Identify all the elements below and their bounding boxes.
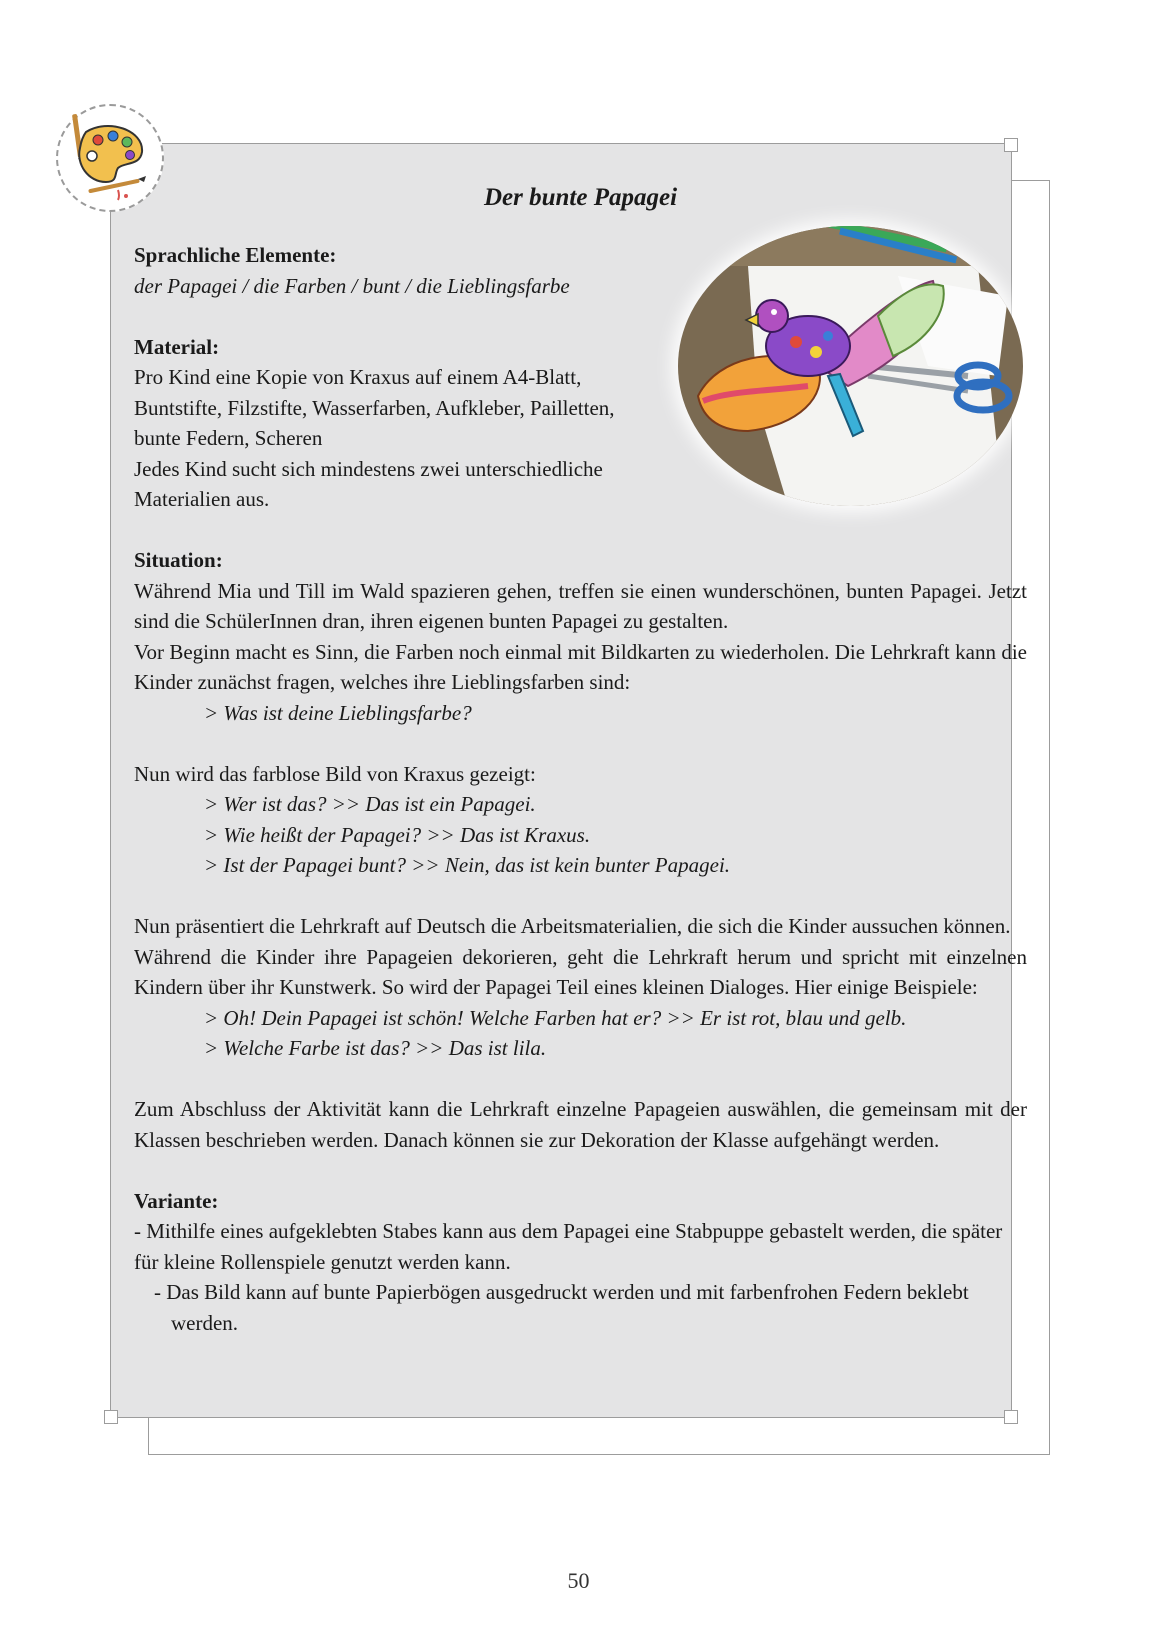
- dialog-example: > Welche Farbe ist das? >> Das ist lila.: [204, 1036, 547, 1060]
- variante-item: - Das Bild kann auf bunte Papierbögen ausgedruckt werden und mit farbenfrohen Federn beklebt werden.: [154, 1280, 969, 1335]
- section-heading-material: Material:: [134, 334, 220, 359]
- frame-corner: [1004, 1410, 1018, 1424]
- situation-paragraph: Nun wird das farblose Bild von Kraxus gezeigt:: [134, 761, 536, 786]
- paint-palette-icon: [56, 104, 164, 212]
- dialog-example: > Oh! Dein Papagei ist schön! Welche Farben hat er? >> Er ist rot, blau und gelb.: [204, 1005, 907, 1030]
- situation-paragraph: Während die Kinder ihre Papageien dekorieren, geht die Lehrkraft herum und spricht mit einzelnen Kindern über ihr Kunstwerk. So wird der Papagei Teil eines kleinen Dialoges. Hier einige Beispiele:: [134, 944, 1027, 999]
- variante-item: - Mithilfe eines aufgeklebten Stabes kann aus dem Papagei eine Stabpuppe gebastelt werden, die später für kleine Rollenspiele genutzt werden kann.: [134, 1219, 1003, 1274]
- situation-paragraph: Zum Abschluss der Aktivität kann die Lehrkraft einzelne Papageien auswählen, die gemeinsam mit der Klassen beschrieben werden. Danach können sie zur Dekoration der Klasse aufgehängt werden.: [134, 1097, 1027, 1152]
- frame-corner: [104, 1410, 118, 1424]
- material-line: bunte Federn, Scheren: [134, 426, 323, 450]
- situation-paragraph: Während Mia und Till im Wald spazieren gehen, treffen sie einen wunderschönen, bunten Papagei. Jetzt sind die SchülerInnen dran, ihren eigenen bunten Papagei zu gestalten.: [134, 578, 1027, 633]
- material-line: Buntstifte, Filzstifte, Wasserfarben, Aufkleber, Pailletten,: [134, 395, 615, 420]
- material-line: Pro Kind eine Kopie von Kraxus auf einem A4-Blatt,: [134, 365, 582, 389]
- section-heading-situation: Situation:: [134, 548, 223, 572]
- parrot-craft-photo: [678, 226, 1023, 506]
- dialog-example: > Was ist deine Lieblingsfarbe?: [204, 700, 472, 725]
- situation-paragraph: Nun präsentiert die Lehrkraft auf Deutsch die Arbeitsmaterialien, die sich die Kinder aussuchen können.: [134, 914, 1011, 938]
- material-line: Materialien aus.: [134, 487, 270, 511]
- sprachliche-elemente-text: der Papagei / die Farben / bunt / die Lieblingsfarbe: [134, 273, 570, 298]
- section-heading-sprachliche: Sprachliche Elemente:: [134, 243, 337, 267]
- material-line: Jedes Kind sucht sich mindestens zwei unterschiedliche: [134, 456, 603, 481]
- section-heading-variante: Variante:: [134, 1188, 219, 1213]
- dialog-example: > Wer ist das? >> Das ist ein Papagei.: [204, 792, 536, 816]
- dialog-example: > Wie heißt der Papagei? >> Das ist Kraxus.: [204, 822, 591, 847]
- page-title: Der bunte Papagei: [483, 184, 678, 211]
- dialog-example: > Ist der Papagei bunt? >> Nein, das ist kein bunter Papagei.: [204, 853, 731, 877]
- situation-paragraph: Vor Beginn macht es Sinn, die Farben noch einmal mit Bildkarten zu wiederholen. Die Lehrkraft kann die Kinder zunächst fragen, welches ihre Lieblingsfarben sind:: [134, 639, 1027, 694]
- page-number: 50: [567, 1568, 590, 1593]
- frame-corner: [1004, 138, 1018, 152]
